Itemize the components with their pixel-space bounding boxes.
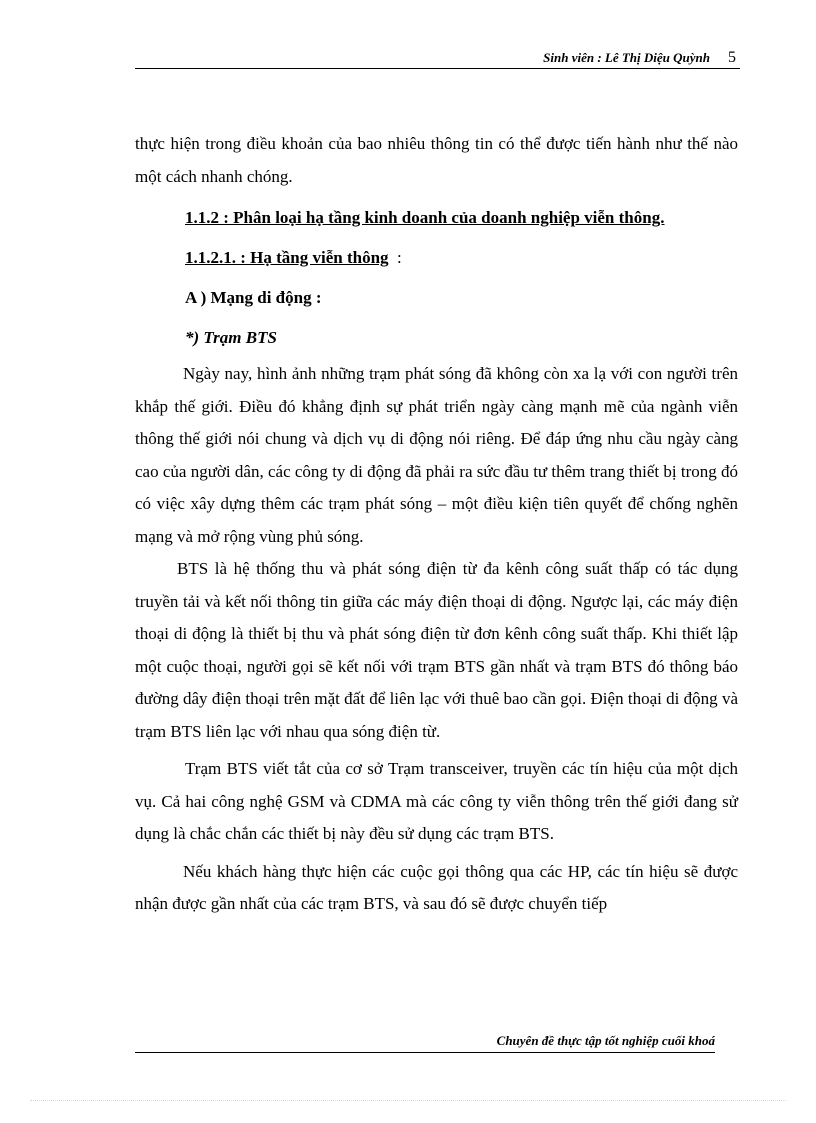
header-author: Sinh viên : Lê Thị Diệu Quỳnh	[543, 50, 710, 65]
paragraph-bts-definition: BTS là hệ thống thu và phát sóng điện từ đa kênh công suất thấp có tác dụng truyền tải và kết nối thông tin giữa các máy điện thoại di động. Ngược lại, các máy điện thoại di động là thiết bị thu và phát sóng điện từ đơn kênh công suất thấp. Khi thiết lập một cuộc thoại, người gọi sẽ kết nối với trạm BTS gần nhất và trạm BTS đó thông báo đường dây điện thoại trên mặt đất để liên lạc với thuê bao cần gọi. Điện thoại di động và trạm BTS liên lạc với nhau qua sóng điện từ.	[135, 559, 738, 741]
paragraph-continuation: thực hiện trong điều khoản của bao nhiêu thông tin có thể được tiến hành như thế nào một cách nhanh chóng.	[135, 134, 738, 186]
heading-mobile-network: A ) Mạng di động :	[185, 288, 322, 307]
subsection-heading-1-1-2-1	[135, 238, 738, 278]
paragraph-bts-call-flow: Nếu khách hàng thực hiện các cuộc gọi thông qua các HP, các tín hiệu sẽ được nhận được gần nhất của các trạm BTS, và sau đó sẽ được chuyển tiếp	[135, 861, 738, 913]
footer-text: Chuyên đề thực tập tốt nghiệp cuối khoá	[496, 1033, 715, 1048]
page-header	[135, 48, 740, 69]
page-footer	[135, 1030, 715, 1053]
paragraph-bts-transceiver: Trạm BTS viết tắt của cơ sở Trạm transceiver, truyền các tín hiệu của một dịch vụ. Cả hai công nghệ GSM và CDMA mà các công ty viễn thông trên thế giới đang sử dụng là chắc chắn các thiết bị này đều sử dụng các trạm BTS.	[135, 759, 738, 843]
subsection-heading-text: 1.1.2.1. : Hạ tầng viễn thông	[185, 248, 389, 267]
subsection-heading-colon: :	[397, 248, 402, 267]
page-bottom-divider	[30, 1100, 786, 1101]
heading-bts-station: *) Trạm BTS	[185, 328, 277, 347]
document-body	[135, 128, 738, 921]
paragraph-bts-intro: Ngày nay, hình ảnh những trạm phát sóng đã không còn xa lạ với con người trên khắp thế giới. Điều đó khẳng định sự phát triển ngày càng mạnh mẽ của ngành viễn thông thế giới nói chung và dịch vụ di động nói riêng. Để đáp ứng nhu cầu ngày càng cao của người dân, các công ty di động đã phải ra sức đầu tư thêm trang thiết bị trong đó có việc xây dựng thêm các trạm phát sóng – một điều kiện tiên quyết để chống nghẽn mạng và mở rộng vùng phủ sóng.	[135, 364, 738, 546]
section-heading-1-1-2	[135, 198, 738, 238]
page-number: 5	[728, 49, 736, 66]
section-heading-text: 1.1.2 : Phân loại hạ tầng kinh doanh của doanh nghiệp viễn thông.	[185, 208, 665, 227]
